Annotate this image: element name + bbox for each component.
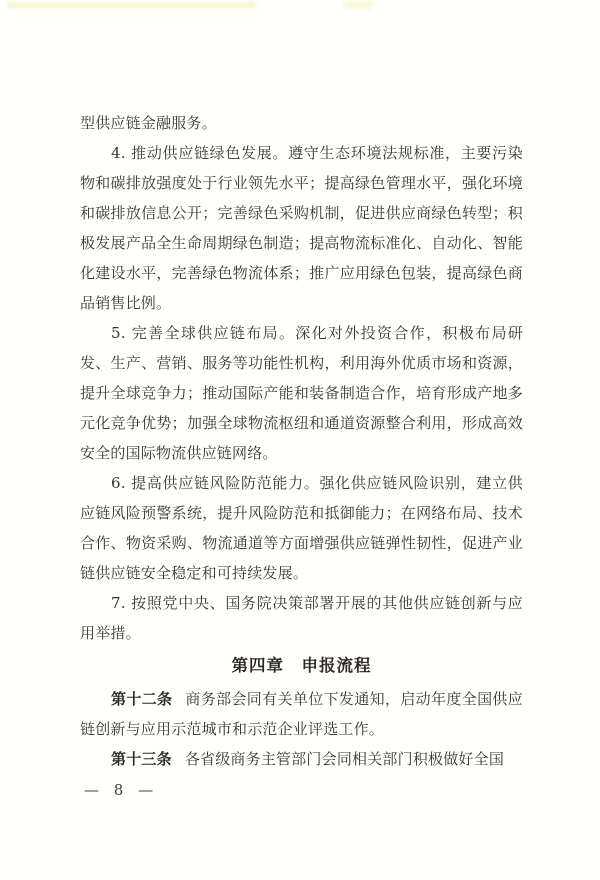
article-13 — [80, 744, 523, 774]
paragraph-item-7: 7. 按照党中央、国务院决策部署开展的其他供应链创新与应用举措。 — [80, 594, 523, 642]
article-13-text: 各省级商务主管部门会同相关部门积极做好全国 — [184, 750, 505, 768]
scan-artifact-top-left — [6, 2, 256, 8]
document-body — [80, 108, 523, 774]
article-13-term: 第十三条 — [111, 750, 172, 768]
article-12 — [80, 684, 523, 744]
article-12-term: 第十二条 — [111, 690, 173, 708]
page-number: — 8 — — [84, 781, 157, 799]
article-12-text: 商务部会同有关单位下发通知，启动年度全国供应链创新与应用示范城市和示范企业评选工作。 — [80, 690, 523, 738]
paragraph-item-6: 6. 提高供应链风险防范能力。强化供应链风险识别，建立供应链风险预警系统，提升风险防范和抵御能力；在网络布局、技术合作、物资采购、物流通道等方面增强供应链弹性韧性，促进产业链供应链安全稳定和可持续发展。 — [80, 474, 523, 582]
chapter-heading: 第四章 申报流程 — [231, 656, 372, 675]
paragraph-item-5: 5. 完善全球供应链布局。深化对外投资合作，积极布局研发、生产、营销、服务等功能性机构，利用海外优质市场和资源，提升全球竞争力；推动国际产能和装备制造合作，培育形成产地多元化竞争优势；加强全球物流枢纽和通道资源整合利用，形成高效安全的国际物流供应链网络。 — [80, 324, 523, 462]
paragraph-continuation: 型供应链金融服务。 — [80, 114, 217, 132]
paragraph-item-4: 4. 推动供应链绿色发展。遵守生态环境法规标准，主要污染物和碳排放强度处于行业领先水平；提高绿色管理水平，强化环境和碳排放信息公开；完善绿色采购机制，促进供应商绿色转型；积极发展产品全生命周期绿色制造；提高物流标准化、自动化、智能化建设水平，完善绿色物流体系；推广应用绿色包装，提高绿色商品销售比例。 — [80, 144, 523, 312]
scan-artifact-top-right — [343, 1, 373, 9]
